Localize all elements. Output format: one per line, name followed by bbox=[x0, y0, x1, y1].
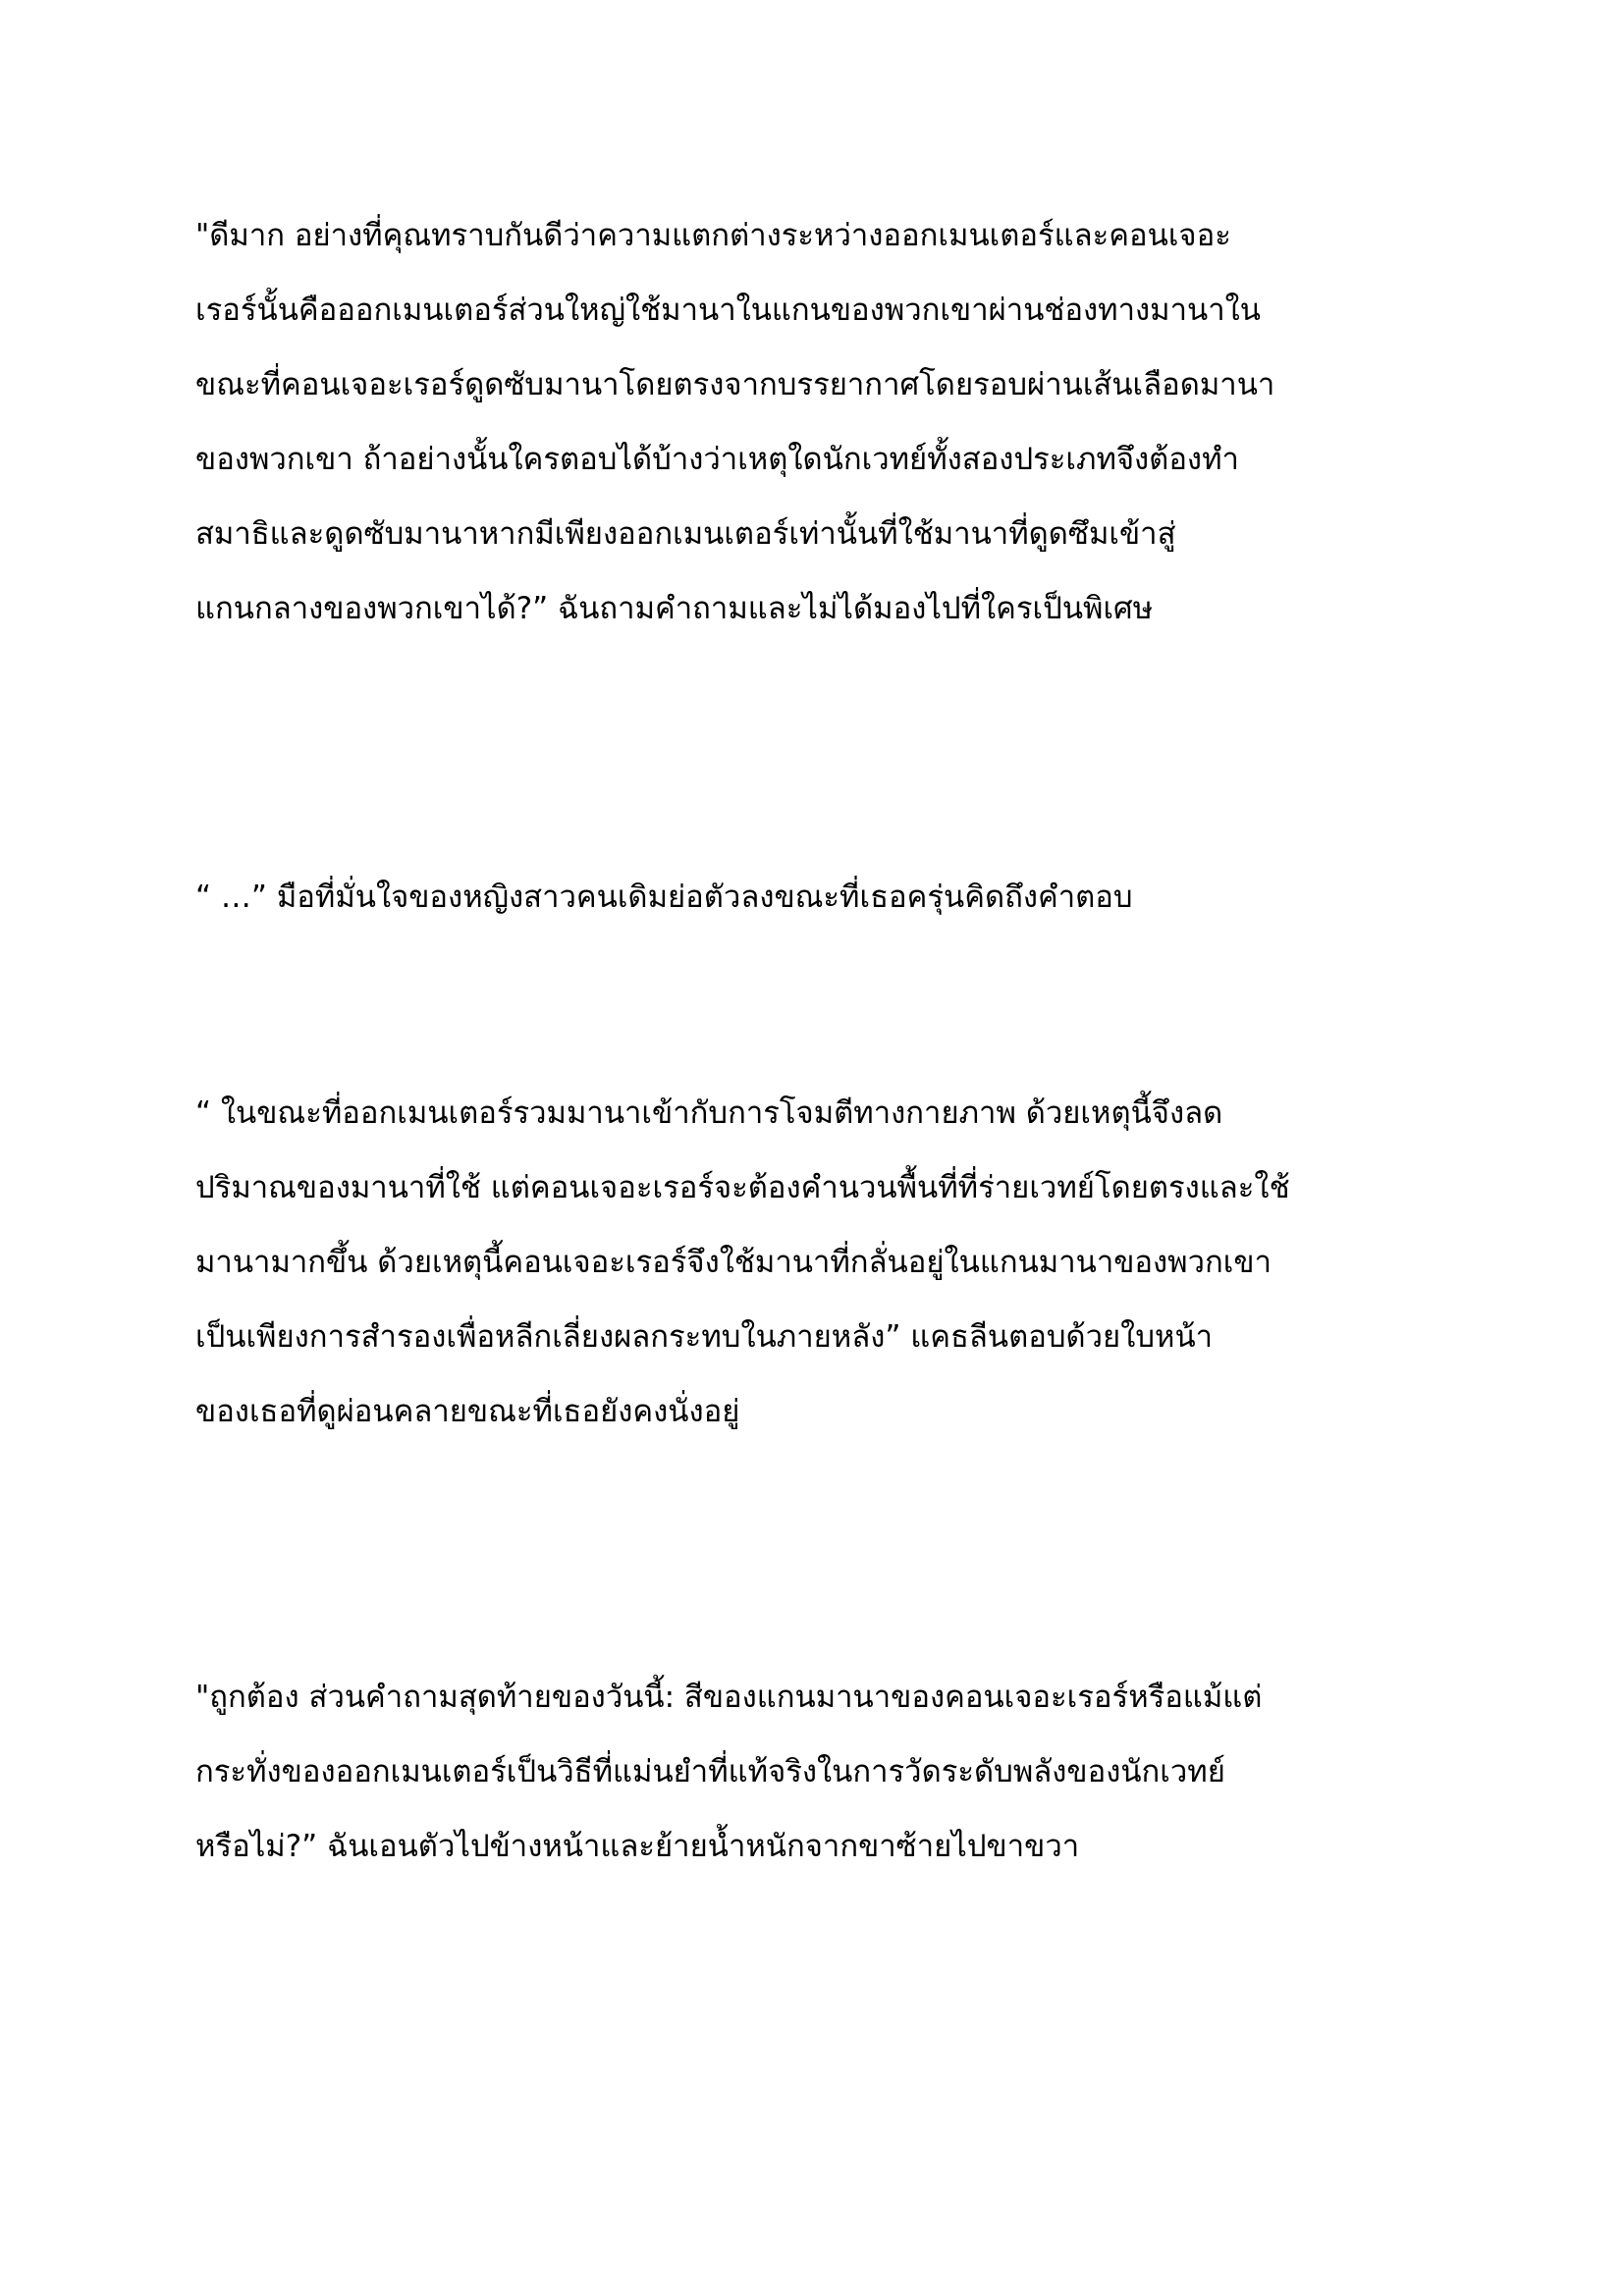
text-line: สมาธิและดูดซับมานาหากมีเพียงออกเมนเตอร์เท่านั้นที่ใช้มานาที่ดูดซึมเข้าสู่ bbox=[195, 516, 1176, 552]
paragraph-3 bbox=[195, 1076, 1472, 1449]
paragraph-2 bbox=[195, 860, 1472, 934]
text-line: ปริมาณของมานาที่ใช้ แต่คอนเจอะเรอร์จะต้องคำนวนพื้นที่ที่ร่ายเวทย์โดยตรงและใช้ bbox=[195, 1170, 1290, 1205]
text-line: "ถูกต้อง ส่วนคำถามสุดท้ายของวันนี้: สีของแกนมานาของคอนเจอะเรอร์หรือแม้แต่ bbox=[195, 1680, 1263, 1715]
text-line: "ดีมาก อย่างที่คุณทราบกันดีว่าความแตกต่างระหว่างออกเมนเตอร์และคอนเจอะ bbox=[195, 218, 1231, 253]
text-line: ของเธอที่ดูผ่อนคลายขณะที่เธอยังคงนั่งอยู่ bbox=[195, 1394, 740, 1429]
text-line: เรอร์นั้นคือออกเมนเตอร์ส่วนใหญ่ใช้มานาในแกนของพวกเขาผ่านช่องทางมานาใน bbox=[195, 293, 1261, 328]
text-line: หรือไม่?” ฉันเอนตัวไปข้างหน้าและย้ายน้ำหนักจากขาซ้ายไปขาขวา bbox=[195, 1829, 1080, 1864]
text-line: กระทั่งของออกเมนเตอร์เป็นวิธีที่แม่นยำที่แท้จริงในการวัดระดับพลังของนักเวทย์ bbox=[195, 1754, 1225, 1789]
text-line: “ ในขณะที่ออกเมนเตอร์รวมมานาเข้ากับการโจมตีทางกายภาพ ด้วยเหตุนี้จึงลด bbox=[195, 1095, 1223, 1131]
text-line: ขณะที่คอนเจอะเรอร์ดูดซับมานาโดยตรงจากบรรยากาศโดยรอบผ่านเส้นเลือดมานา bbox=[195, 367, 1275, 402]
text-line: ของพวกเขา ถ้าอย่างนั้นใครตอบได้บ้างว่าเหตุใดนักเวทย์ทั้งสองประเภทจึงต้องทำ bbox=[195, 442, 1239, 477]
text-line: “ …” มือที่มั่นใจของหญิงสาวคนเดิมย่อตัวลงขณะที่เธอครุ่นคิดถึงคำตอบ bbox=[195, 880, 1133, 915]
text-line: มานามากขึ้น ด้วยเหตุนี้คอนเจอะเรอร์จึงใช้มานาที่กลั่นอยู่ในแกนมานาของพวกเขา bbox=[195, 1245, 1272, 1280]
paragraph-1 bbox=[195, 198, 1472, 646]
paragraph-4 bbox=[195, 1660, 1472, 1884]
text-line: แกนกลางของพวกเขาได้?” ฉันถามคำถามและไม่ได้มองไปที่ใครเป็นพิเศษ bbox=[195, 591, 1154, 626]
text-line: เป็นเพียงการสำรองเพื่อหลีกเลี่ยงผลกระทบในภายหลัง” แคธลีนตอบด้วยใบหน้า bbox=[195, 1319, 1214, 1355]
